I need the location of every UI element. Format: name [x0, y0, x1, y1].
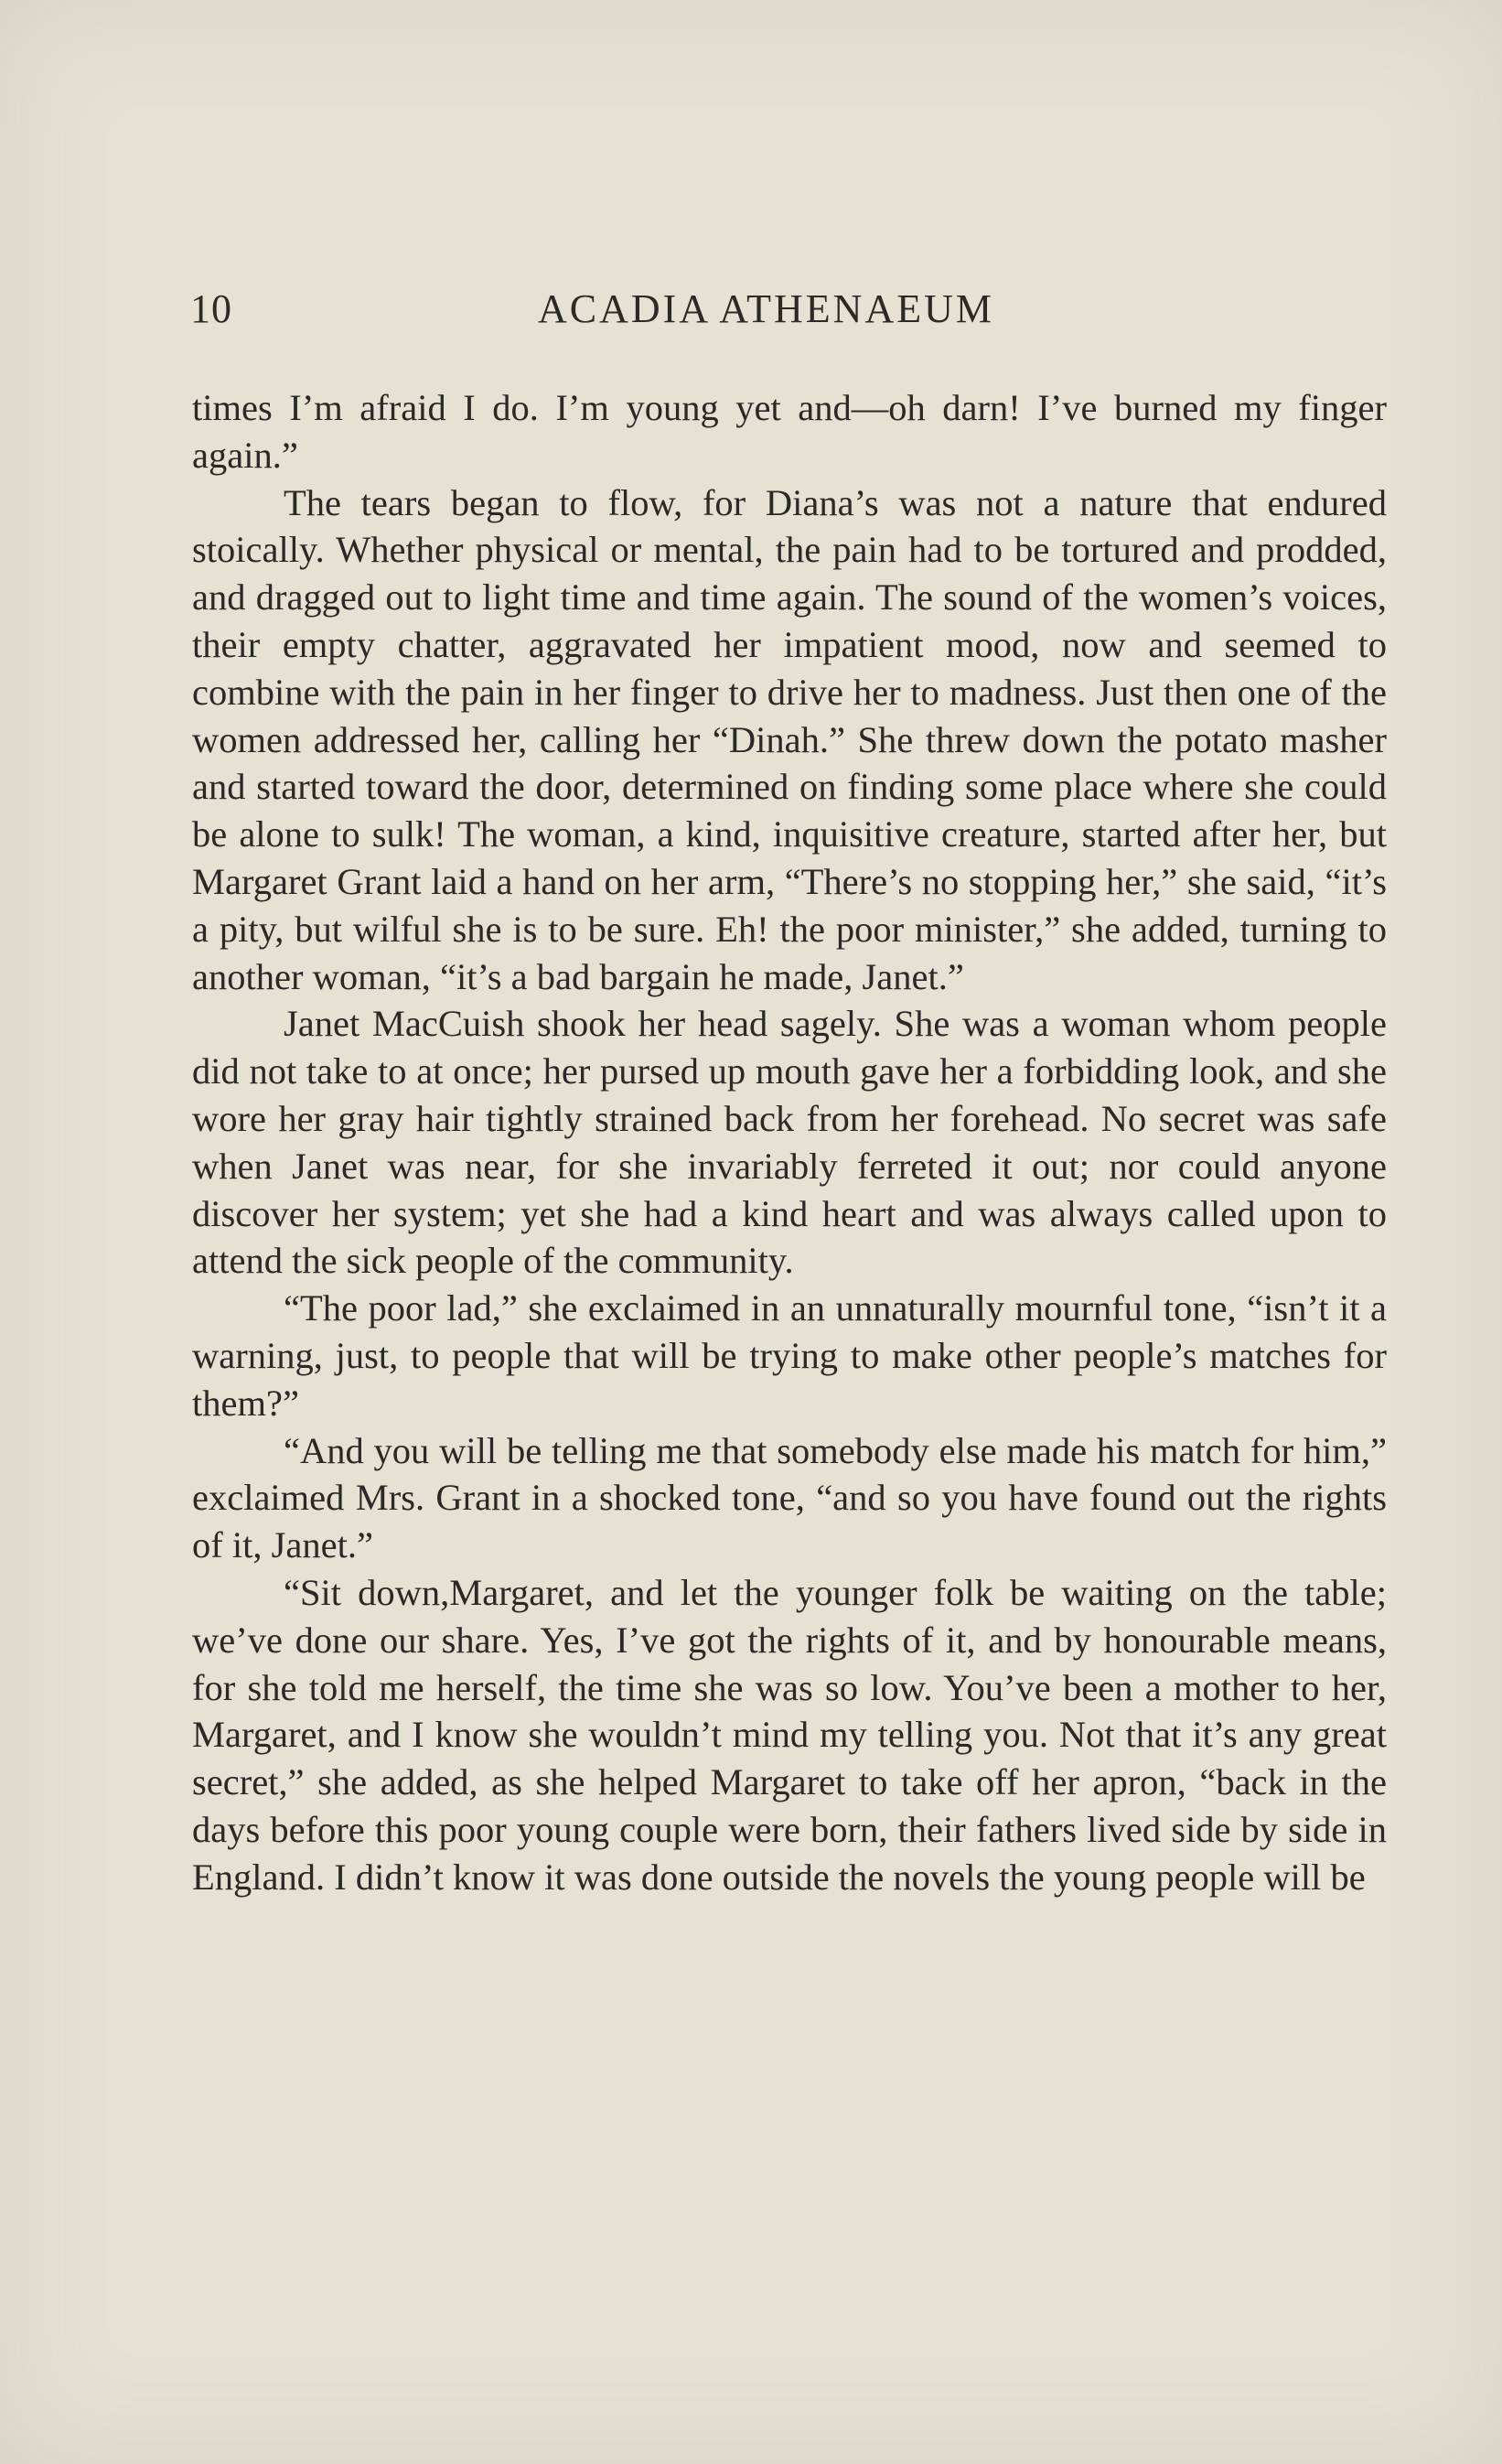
paragraph: “And you will be telling me that somebody else made his match for him,” exclaimed Mrs. Grant in a shocked tone, “and so you have found out the rights of it, Janet.” [192, 1429, 1387, 1566]
page-number: 10 [190, 286, 232, 331]
paragraph: times I’m afraid I do. I’m young yet and—oh darn! I’ve burned my finger again.” [192, 387, 1387, 476]
paragraph: Janet MacCuish shook her head sagely. She was a woman whom people did not take to at once; her pursed up mouth gave her a forbidding look, and she wore her gray hair tightly strained back from her forehead. No secret was safe when Janet was near, for she invariably ferreted it out; nor could anyone discover her system; yet she had a kind heart and was always called upon to attend the sick people of the community. [192, 1003, 1387, 1282]
paragraph: “Sit down,Margaret, and let the younger folk be waiting on the table; we’ve done our share. Yes, I’ve got the rights of it, and by honourable means, for she told me herself, the time she was so low. You’ve been a mother to her, Margaret, and I know she wouldn’t mind my telling you. Not that it’s any great secret,” she added, as she helped Margaret to take off her apron, “back in the days before this poor young couple were born, their fathers lived side by side in England. I didn’t know it was done outside the novels the young people will be [192, 1571, 1387, 1898]
body-text [192, 384, 1387, 1901]
running-title: ACADIA ATHENAEUM [538, 286, 994, 331]
paragraph: “The poor lad,” she exclaimed in an unnaturally mournful tone, “isn’t it a warning, just, to people that will be trying to make other people’s matches for them?” [192, 1287, 1387, 1424]
page-header [190, 285, 1384, 337]
paragraph: The tears began to flow, for Diana’s was not a nature that endured stoically. Whether physical or mental, the pain had to be tortured and prodded, and dragged out to light time and time again. The sound of the women’s voices, their empty chatter, aggravated her impatient mood, now and seemed to combine with the pain in her finger to drive her to madness. Just then one of the women addressed her, calling her “Dinah.” She threw down the potato masher and started toward the door, determined on finding some place where she could be alone to sulk! The woman, a kind, inquisitive creature, started after her, but Margaret Grant laid a hand on her arm, “There’s no stopping her,” she said, “it’s a pity, but wilful she is to be sure. Eh! the poor minister,” she added, turning to another woman, “it’s a bad bargain he made, Janet.” [192, 481, 1387, 997]
